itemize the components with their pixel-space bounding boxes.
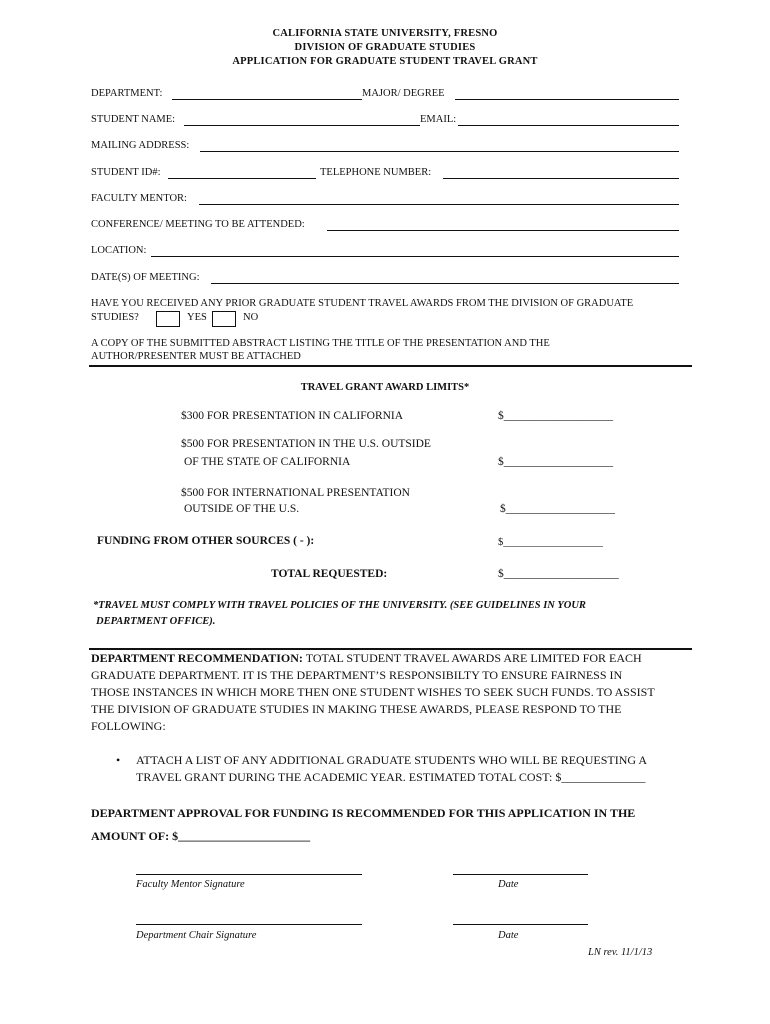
conference-label: CONFERENCE/ MEETING TO BE ATTENDED:: [91, 219, 305, 230]
prior-awards-studies: STUDIES?: [91, 312, 139, 323]
faculty-mentor-field[interactable]: [199, 204, 679, 205]
chair-date-field[interactable]: [453, 924, 588, 925]
faculty-date-field[interactable]: [453, 874, 588, 875]
prior-awards-yes-checkbox[interactable]: [156, 311, 180, 327]
faculty-date-label: Date: [498, 879, 519, 890]
faculty-mentor-label: FACULTY MENTOR:: [91, 193, 187, 204]
limit-us-line1: $500 FOR PRESENTATION IN THE U.S. OUTSIDE: [181, 438, 431, 450]
student-name-label: STUDENT NAME:: [91, 114, 176, 125]
abstract-note-line1: A COPY OF THE SUBMITTED ABSTRACT LISTING THE TITLE OF THE PRESENTATION AND THE: [91, 338, 550, 349]
student-name-field[interactable]: [184, 125, 420, 126]
section-divider: [89, 365, 692, 367]
telephone-label: TELEPHONE NUMBER:: [320, 167, 432, 178]
bullet-cost-label: TRAVEL GRANT DURING THE ACADEMIC YEAR. ESTIMATED TOTAL COST: $: [136, 770, 562, 784]
approval-amount-field[interactable]: ______________________: [178, 829, 311, 843]
limit-intl-line1: $500 FOR INTERNATIONAL PRESENTATION: [181, 487, 410, 499]
amount-total-field[interactable]: $____________________: [498, 568, 619, 580]
total-requested-label: TOTAL REQUESTED:: [271, 568, 388, 580]
amount-us-field[interactable]: $___________________: [498, 456, 613, 468]
mailing-address-label: MAILING ADDRESS:: [91, 140, 190, 151]
student-id-label: STUDENT ID#:: [91, 167, 161, 178]
amount-other-field[interactable]: $___________________: [498, 537, 603, 548]
other-sources-label: FUNDING FROM OTHER SOURCES ( - ):: [97, 535, 315, 547]
bullet-line2: [136, 769, 645, 786]
chair-signature-field[interactable]: [136, 924, 362, 925]
amount-california-field[interactable]: $___________________: [498, 410, 613, 422]
major-label: MAJOR/ DEGREE: [362, 88, 445, 99]
bullet-line1: ATTACH A LIST OF ANY ADDITIONAL GRADUATE STUDENTS WHO WILL BE REQUESTING A: [136, 753, 648, 767]
yes-label: YES: [187, 312, 207, 323]
header-division: DIVISION OF GRADUATE STUDIES: [294, 42, 476, 53]
telephone-field[interactable]: [443, 178, 679, 179]
conference-field[interactable]: [327, 230, 679, 231]
estimated-cost-field[interactable]: ______________: [561, 770, 646, 784]
email-field[interactable]: [458, 125, 679, 126]
recommendation-line4: THE DIVISION OF GRADUATE STUDIES IN MAKING THESE AWARDS, PLEASE RESPOND TO THE: [91, 702, 622, 716]
department-field[interactable]: [172, 99, 362, 100]
faculty-signature-label: Faculty Mentor Signature: [136, 879, 245, 890]
recommendation-line3: THOSE INSTANCES IN WHICH MORE THEN ONE STUDENT WISHES TO SEEK SUCH FUNDS. TO ASSIST: [91, 685, 655, 699]
location-field[interactable]: [151, 256, 679, 257]
major-field[interactable]: [455, 99, 679, 100]
faculty-signature-field[interactable]: [136, 874, 362, 875]
limit-us-line2: OF THE STATE OF CALIFORNIA: [184, 456, 351, 468]
approval-line1: DEPARTMENT APPROVAL FOR FUNDING IS RECOMMENDED FOR THIS APPLICATION IN THE: [91, 806, 636, 820]
chair-date-label: Date: [498, 930, 519, 941]
limit-intl-line2: OUTSIDE OF THE U.S.: [184, 503, 300, 515]
email-label: EMAIL:: [420, 114, 457, 125]
limit-california: $300 FOR PRESENTATION IN CALIFORNIA: [181, 410, 404, 422]
abstract-note-line2: AUTHOR/PRESENTER MUST BE ATTACHED: [91, 351, 301, 362]
dates-field[interactable]: [211, 283, 679, 284]
no-label: NO: [243, 312, 259, 323]
recommendation-heading: DEPARTMENT RECOMMENDATION:: [91, 651, 303, 665]
student-id-field[interactable]: [168, 178, 316, 179]
location-label: LOCATION:: [91, 245, 147, 256]
approval-line2: [91, 828, 310, 845]
recommendation-line5: FOLLOWING:: [91, 719, 166, 733]
policy-note-line2: DEPARTMENT OFFICE).: [96, 616, 216, 627]
header-university: CALIFORNIA STATE UNIVERSITY, FRESNO: [272, 28, 498, 39]
revision-note: LN rev. 11/1/13: [588, 947, 653, 958]
prior-awards-question: HAVE YOU RECEIVED ANY PRIOR GRADUATE STUDENT TRAVEL AWARDS FROM THE DIVISION OF GRADUATE: [91, 298, 634, 309]
prior-awards-no-checkbox[interactable]: [212, 311, 236, 327]
approval-amount-label: AMOUNT OF: $: [91, 829, 179, 843]
policy-note-line1: *TRAVEL MUST COMPLY WITH TRAVEL POLICIES OF THE UNIVERSITY. (SEE GUIDELINES IN YOUR: [93, 600, 586, 611]
mailing-address-field[interactable]: [200, 151, 679, 152]
recommendation-line2: GRADUATE DEPARTMENT. IT IS THE DEPARTMENT’S RESPONSIBILTY TO ENSURE FAIRNESS IN: [91, 668, 623, 682]
chair-signature-label: Department Chair Signature: [136, 930, 257, 941]
recommendation-line1: [91, 650, 642, 667]
page-title: APPLICATION FOR GRADUATE STUDENT TRAVEL GRANT: [232, 56, 538, 67]
bullet-icon: •: [116, 753, 121, 767]
recommendation-text: TOTAL STUDENT TRAVEL AWARDS ARE LIMITED FOR EACH: [302, 651, 642, 665]
amount-intl-field[interactable]: $___________________: [500, 503, 615, 515]
department-label: DEPARTMENT:: [91, 88, 163, 99]
limits-title: TRAVEL GRANT AWARD LIMITS*: [300, 382, 470, 393]
dates-label: DATE(S) OF MEETING:: [91, 272, 200, 283]
